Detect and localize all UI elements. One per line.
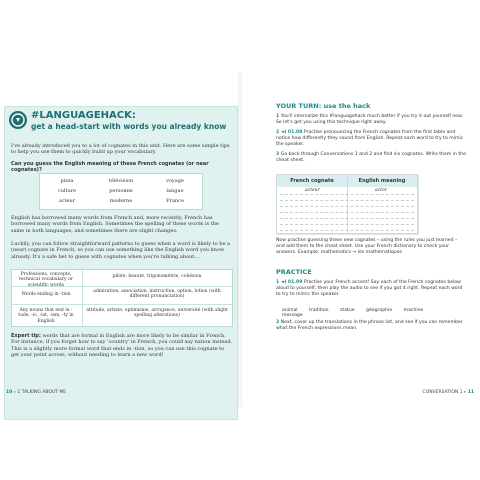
rule-examples: admiration, association, instruction, option, lotion (with different pronunciation) — [93, 289, 221, 300]
audio-icon[interactable]: ◄) — [280, 280, 287, 285]
cognate-word: voyage — [166, 178, 184, 184]
hack-title: #LANGUAGEHACK: — [31, 110, 136, 121]
practice-1-text: Practise your French accent! Say each of the French cognates below aloud to yourself, then play the audio to see if you got it right. Repeat each word to try to mimic the speaker. — [276, 280, 463, 298]
practice-word: message — [282, 313, 303, 318]
answer-line[interactable] — [280, 212, 414, 213]
expert-tip-label: Expert tip: — [11, 333, 41, 339]
cognate-word: pizza — [60, 178, 74, 184]
practice-1: 1 ◄) 01.09 Practise your French accent! Say each of the French cognates below aloud to yourself, then play the audio to see if you got it right. Repeat each word to try to mimic the speaker. — [276, 280, 463, 298]
answer-line[interactable] — [280, 218, 414, 219]
practice-heading: PRACTICE — [276, 268, 312, 276]
cognate-word: acteur — [58, 198, 76, 204]
practice-2: 2 Next, cover up the translations in the phrase list, and see if you can remember what the French expressions mean. — [276, 320, 463, 332]
practice-2-text: Next, cover up the translations in the phrase list, and see if you can remember what the French expressions mean. — [276, 320, 463, 332]
cognate-word: moderne — [109, 198, 133, 204]
step-3-text: Go back through Conversations 1 and 2 and find six cognates. Write them in the cheat sheet. — [276, 152, 466, 164]
expert-tip-text: words that are formal in English are more likely to be similar in French. For instance, if you forget how to say 'country' in French, you could say nation instead. This is a slightly more formal word that ends in -tion, so you can use this cognate to get your point across, without needing to learn a new word! — [11, 333, 233, 359]
cognate-word: culture — [57, 188, 77, 194]
cheat-sheet-table — [276, 174, 418, 234]
audio-icon[interactable]: ◄) — [280, 130, 287, 135]
practice-word: animal — [282, 308, 298, 313]
conversation-label: CONVERSATION 1 — [422, 390, 463, 395]
audio-track: 01.08 — [287, 130, 303, 135]
cognate-word: personne — [109, 188, 133, 194]
left-footer: 10 ▸ 1 TALKING ABOUT ME — [6, 390, 67, 395]
practice-word: tradition — [309, 308, 329, 313]
answer-line[interactable] — [280, 200, 414, 201]
page-number: 10 — [6, 390, 13, 395]
rule-category: Words ending in -tion — [21, 292, 71, 297]
patterns-paragraph: Luckily, you can follow straightforward patterns to guess when a word is likely to be a (near) cognate in French, so you can use something like the English word you know already. It's a safe bet to guess with cognates when you're talking about... — [11, 241, 230, 260]
practice-word: géographie — [366, 308, 393, 313]
example-french: acteur — [305, 188, 320, 193]
cognate-question: Can you guess the English meaning of these French cognates (or near cognates)? — [11, 161, 209, 174]
after-text: Now practise guessing these new cognates – using the rules you just learned – and add them to the cheat sheet. Use your French dictionary to check your answers. Example: mathematics → les mathématiques — [276, 238, 458, 256]
cognate-word: France — [166, 198, 184, 204]
hack-subtitle: get a head-start with words you already know — [31, 122, 227, 131]
right-footer: CONVERSATION 1 ▸ 11 — [422, 390, 474, 395]
example-english: actor — [375, 188, 387, 193]
borrowed-paragraph: English has borrowed many words from French and, more recently, French has borrowed many words from English. Sometimes the spelling of these words is the same in both languages, and sometimes there are slight changes. — [11, 215, 219, 234]
right-page — [242, 72, 478, 407]
step-1: 1 You'll internalize this #languagehack much better if you try it out yourself now. So let's get you using this technique right away. — [276, 114, 463, 126]
step-1-text: You'll internalize this #languagehack much better if you try it out yourself now. So let's get you using this technique right away. — [276, 114, 463, 126]
rule-category: Any nouns that end in -tude, -ic, -ist, -ism, -ty in English — [18, 308, 74, 324]
answer-line[interactable] — [280, 206, 414, 207]
table-row — [12, 286, 232, 300]
rule-category: Professions, concepts, technical vocabulary or scientific words — [19, 272, 73, 288]
answer-line[interactable] — [280, 194, 414, 195]
page-number: 11 — [467, 390, 474, 395]
audio-track: 01.09 — [287, 280, 303, 285]
rule-examples: pilote, beauté, trigonométrie, cohésion — [112, 274, 202, 279]
languagehack-box — [4, 106, 238, 420]
intro-paragraph: I've already introduced you to a lot of cognates in this unit. Here are some simple tips to help you use them to quickly build up your vocabulary. — [11, 143, 230, 156]
answer-line[interactable] — [280, 230, 414, 231]
step-3: 3 Go back through Conversations 1 and 2 and find six cognates. Write them in the cheat sheet. — [276, 152, 466, 164]
practice-word: statue — [340, 308, 355, 313]
rule-examples: attitude, artiste, optimisme, arrogance, université (with slight spelling alterations) — [86, 308, 228, 319]
table-row — [12, 304, 232, 324]
tip-badge-icon — [9, 111, 27, 129]
cognate-word: langue — [166, 188, 184, 194]
cognate-rules-table — [11, 269, 233, 327]
cognate-grid — [39, 173, 203, 210]
answer-line[interactable] — [280, 224, 414, 225]
step-2: 2 ◄) 01.08 Practise pronouncing the French cognates from the first table and notice how differently they sound from English. Repeat each word to try to mimic the speaker. — [276, 130, 464, 148]
step-2-text: Practise pronouncing the French cognates from the first table and notice how differently they sound from English. Repeat each word to try to mimic the speaker. — [276, 130, 464, 148]
practice-word-list — [282, 308, 462, 318]
chapter-label: 1 TALKING ABOUT ME — [17, 390, 67, 395]
left-page — [2, 72, 238, 407]
cognate-word: télévision — [108, 178, 134, 184]
table-divider — [82, 270, 83, 326]
expert-tip — [11, 333, 233, 359]
your-turn-heading: YOUR TURN: use the hack — [276, 102, 371, 110]
header-french: French cognate — [290, 178, 334, 184]
practice-word: machine — [403, 308, 424, 313]
header-english: English meaning — [358, 178, 406, 184]
